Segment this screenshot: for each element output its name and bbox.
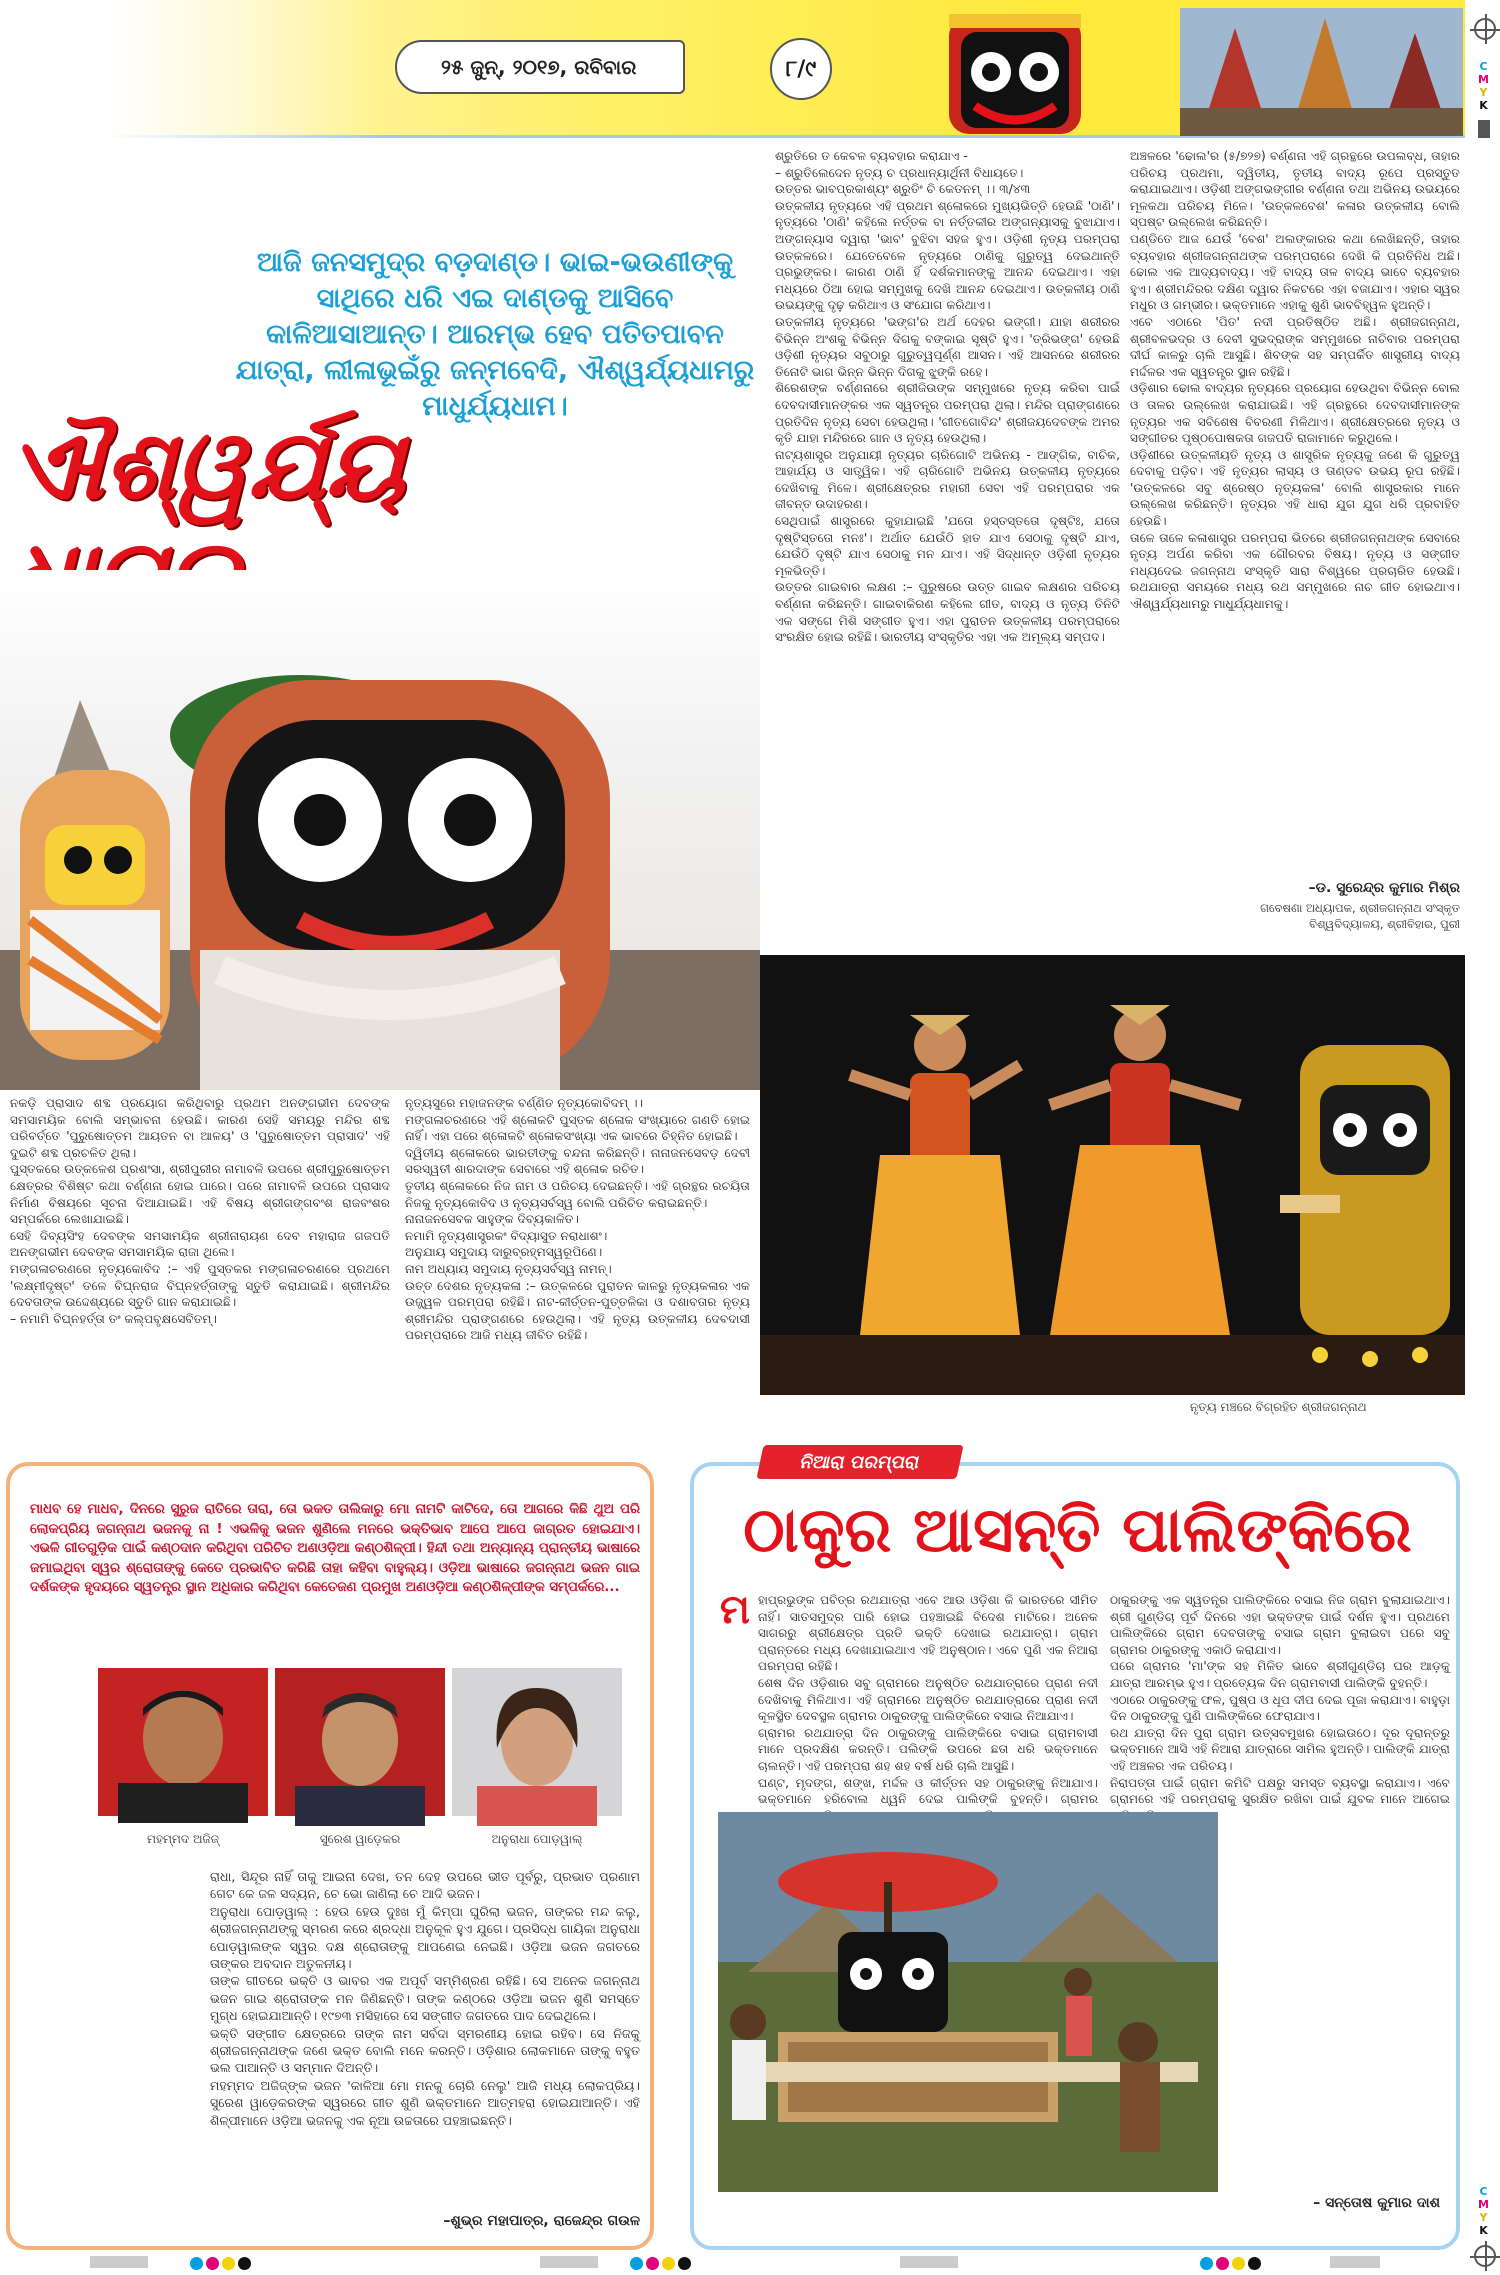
print-colorbar-2 bbox=[540, 2256, 598, 2268]
tradition-column-right-lower bbox=[1228, 1812, 1448, 2192]
deities-photo bbox=[0, 570, 760, 1090]
registration-mark-bottom-icon bbox=[1474, 2245, 1496, 2267]
print-colorbar-1 bbox=[90, 2256, 148, 2268]
singers-article-body: ରାଧା, ସିନ୍ଦୂର ନାହିଁ ତାକୁ ଆଇନା ଦେଖ, ତନ ଦେହ ଉପରେ ଭୀତ ପୂର୍ବରୁ, ପ୍ରଭାତ ପ୍ରଣାମ ଗେଟ କେ ଜଳ ସଦ୍ୟନ, ଚେ ଭୋ ଜାଣିଲା ଚେ ଆଦି ଭଜନ। ଅନୁରାଧା ପୋଡ଼ୱାଲ୍ : ହେଉ ହେଉ ଦୁଃଖ ମୁଁ କିମ୍ପା ଘୁରିଲା ଭଜନ, ତାଙ୍କର ମନ୍ଦ କଲୁ, ଶ୍ରୀଜଗନ୍ନାଥଙ୍କୁ ସ୍ମରଣ କରେ ଶ୍ରଦ୍ଧା ଅନୁକୂଳ ହୁଏ ଯୁଗେ। ପ୍ରସିଦ୍ଧ ଗାୟିକା ଅନୁରାଧା ପୋଡ଼ୱାଲଙ୍କ ସ୍ୱର ଦକ୍ଷ ଶ୍ରୋତାଙ୍କୁ ଆପଣେଇ ନେଇଛି। ଓଡ଼ିଆ ଭଜନ ଜଗତରେ ତାଙ୍କର ଅବଦାନ ଅତୁଳନୀୟ। ତାଙ୍କ ଗୀତରେ ଭକ୍ତି ଓ ଭାବର ଏକ ଅପୂର୍ବ ସମ୍ମିଶ୍ରଣ ରହିଛି। ସେ ଅନେକ ଜଗନ୍ନାଥ ଭଜନ ଗାଇ ଶ୍ରୋତାଙ୍କ ମନ ଜିଣିଛନ୍ତି। ତାଙ୍କ କଣ୍ଠରେ ଓଡ଼ିଆ ଭଜନ ଶୁଣି ସମସ୍ତେ ମୁଗ୍ଧ ହୋଇଯାଆନ୍ତି। ୧୯୭୩ ମସିହାରେ ସେ ସଙ୍ଗୀତ ଜଗତରେ ପାଦ ଦେଇଥିଲେ। ଭକ୍ତି ସଙ୍ଗୀତ କ୍ଷେତ୍ରରେ ତାଙ୍କ ନାମ ସର୍ବଦା ସ୍ମରଣୀୟ ହୋଇ ରହିବ। ସେ ନିଜକୁ ଶ୍ରୀଜଗନ୍ନାଥଙ୍କ ଜଣେ ଭକ୍ତ ବୋଲି ମନେ କରନ୍ତି। ଓଡ଼ିଶାର ଲୋକମାନେ ତାଙ୍କୁ ବହୁତ ଭଲ ପାଆନ୍ତି ଓ ସମ୍ମାନ ଦିଅନ୍ତି। ମହମ୍ମଦ ଅଜିଜ୍ଙ୍କ ଭଜନ 'କାଳିଆ ମୋ ମନକୁ ଚୋରି ନେଲୁ' ଆଜି ମଧ୍ୟ ଲୋକପ୍ରିୟ। ସୁରେଶ ୱାଡ଼େକରଙ୍କ ସ୍ୱରରେ ଗୀତ ଶୁଣି ଭକ୍ତମାନେ ଆତ୍ମହରା ହୋଇଯାଆନ୍ତି। ଏହି ଶିଳ୍ପୀମାନେ ଓଡ଼ିଆ ଭଜନକୁ ଏକ ନୂଆ ଉଚ୍ଚତାରେ ପହଞ୍ଚାଇଛନ୍ତି। bbox=[210, 1869, 640, 2128]
tradition-headline: ଠାକୁର ଆସନ୍ତି ପାଲିଙ୍କିରେ bbox=[743, 1493, 1412, 1566]
tradition-byline: – ସନ୍ତୋଷ କୁମାର ଦାଶ bbox=[1313, 2195, 1440, 2211]
header-left-fade bbox=[100, 0, 380, 138]
portrait-anuradha-paudwal bbox=[452, 1668, 622, 1816]
print-cmyk-dots-1 bbox=[190, 2255, 254, 2274]
feature-intro-deck: ଆଜି ଜନସମୁଦ୍ର ବଡ଼ଦାଣ୍ଡ। ଭାଇ-ଭଉଣୀଙ୍କୁ ସାଥିରେ ଧରି ଏଇ ଦାଣ୍ଡକୁ ଆସିବେ କାଳିଆସାଆନ୍ତ। ଆରମ୍ଭ ହେବ ପତିତପାବନ ଯାତ୍ରା, ଲୀଳାଭୂଇଁରୁ ଜନ୍ମବେଦି, ଐଶ୍ୱର୍ଯ୍ୟଧାମରୁ ମାଧୁର୍ଯ୍ୟଧାମ। bbox=[235, 247, 755, 422]
rath-yatra-photo bbox=[1180, 8, 1463, 136]
tradition-column-left: ହାପ୍ରଭୁଙ୍କ ପବିତ୍ର ରଥଯାତ୍ରା ଏବେ ଆଉ ଓଡ଼ିଶା କି ଭାରତରେ ସୀମିତ ନାହିଁ। ସାତସମୁଦ୍ର ପାରି ହୋଇ ପହଞ୍ଚାଇଛି ବିଦେଶ ମାଟିରେ। ଅନେକ ସାଗରରୁ ଶ୍ରୀକ୍ଷେତ୍ର ପ୍ରତି ଭକ୍ତି ଦେଖାଇ ରଥଯାତ୍ରା। ଗ୍ରାମ ପ୍ରାନ୍ତରେ ମଧ୍ୟ ଦେଖାଯାଇଥାଏ ଏହି ଅନୁଷ୍ଠାନ। ଏବେ ପୁଣି ଏକ ନିଆରା ପରମ୍ପରା ରହିଛି। ଶେଷ ଦିନ ଓଡ଼ିଶାର ସବୁ ଗ୍ରାମରେ ଅନୁଷ୍ଠିତ ରଥଯାତ୍ରାରେ ପ୍ରାଣ ନଦୀ ଦେଖିବାକୁ ମିଳିଥାଏ। ଏହି ଗ୍ରାମରେ ଅନୁଷ୍ଠିତ ରଥଯାତ୍ରାରେ ପ୍ରାଣ ନଦୀ କୂଳସ୍ଥିତ ଦେବସ୍ଥଳ ଗ୍ରାମର ଠାକୁରଙ୍କୁ ପାଲିଙ୍କିରେ ବସାଇ ନିଆଯାଏ। ଗ୍ରାମର ରଥଯାତ୍ରା ଦିନ ଠାକୁରଙ୍କୁ ପାଲିଙ୍କିରେ ବସାଇ ଗ୍ରାମବାସୀ ମାନେ ପ୍ରଦକ୍ଷିଣ କରନ୍ତି। ପଲିଙ୍କି ଉପରେ ଛତା ଧରି ଭକ୍ତମାନେ ଚାଲନ୍ତି। ଏହି ପରମ୍ପରା ଶହ ଶହ ବର୍ଷ ଧରି ଚାଲି ଆସୁଛି। ଘଣ୍ଟ, ମୃଦଙ୍ଗ, ଶଙ୍ଖ, ମର୍ଦ୍ଦଳ ଓ କୀର୍ତ୍ତନ ସହ ଠାକୁରଙ୍କୁ ନିଆଯାଏ। ଭକ୍ତମାନେ ହରିବୋଲ ଧ୍ୱନି ଦେଇ ପାଲିଙ୍କି ବୁହନ୍ତି। ଗ୍ରାମର bbox=[758, 1593, 1098, 1807]
side-mark-top bbox=[1478, 120, 1490, 138]
tradition-section-tag: ନିଆରା ପରମ୍ପରା bbox=[756, 1445, 963, 1479]
portrait-suresh-wadkar bbox=[275, 1668, 445, 1816]
palanquin-procession-photo bbox=[718, 1812, 1218, 2192]
article-column-top-1: ଶ୍ରୁତିରେ ତ କେବଳ ବ୍ୟବହାର କରାଯାଏ - – ଶ୍ରୁତିଲେଦେନ ନୃତ୍ୟ ଚ ପ୍ରଧାନ୍ୟାର୍ଥିନୀ ବିଧାୟତେ। ଉତ୍ତର ଭାବପ୍ରକାଶ୍ୟଂ ଶ୍ରୁତିଂ ଚି କେତନମ୍ ।। ୩/୪୩ ଉତ୍କଳୀୟ ନୃତ୍ୟରେ ଏହି ପ୍ରଥମ ଶ୍ଳୋକରେ ମୁଖ୍ୟଭିତ୍ତି ହେଉଛି 'ଠାଣି'। ନୃତ୍ୟରେ 'ଠାଣି' କହିଲେ ନର୍ତ୍ତକ ବା ନର୍ତ୍ତକୀର ଅଙ୍ଗନ୍ୟାସକୁ ବୁଝାଯାଏ। ଅଙ୍ଗନ୍ୟାସ ଦ୍ୱାରା 'ଭାବ' ବୁଝିବା ସହଜ ହୁଏ। ଓଡ଼ିଶୀ ନୃତ୍ୟ ପରମ୍ପରା ଉତ୍କଳରେ। ଯେତେବେଳେ ନୃତ୍ୟରେ ଠାଣିକୁ ଗୁରୁତ୍ୱ ଦେଇଥାନ୍ତି ପ୍ରଭୁଙ୍କର। କାରଣ ଠାଣି ହିଁ ଦର୍ଶକମାନଙ୍କୁ ଆନନ୍ଦ ଦେଇଥାଏ। ଏହା ମଧ୍ୟରେ ଠିଆ ହୋଇ ସମ୍ମୁଖକୁ ଦେଖି ଆନନ୍ଦ ଦେଇଥାଏ। ଉତ୍କଳୀୟ ଠାଣି ଉଭୟଙ୍କୁ ଦୃଢ଼ କରିଥାଏ ଓ ସଂଯୋଗ କରିଥାଏ। ଉତ୍କଳୀୟ ନୃତ୍ୟରେ 'ଭଙ୍ଗ'ର ଅର୍ଥ ଦେହର ଭଙ୍ଗୀ। ଯାହା ଶରୀରର ବିଭିନ୍ନ ଅଂଶକୁ ବିଭିନ୍ନ ଦିଗକୁ ବଙ୍କାଇ ସୃଷ୍ଟି ହୁଏ। 'ତ୍ରିଭଙ୍ଗ' ହେଉଛି ଓଡ଼ିଶୀ ନୃତ୍ୟର ସବୁଠାରୁ ଗୁରୁତ୍ୱପୂର୍ଣ୍ଣ ଆସନ। ଏହି ଆସନରେ ଶରୀରର ତିନୋଟି ଭାଗ ଭିନ୍ନ ଭିନ୍ନ ଦିଗକୁ ଝୁଙ୍କି ରହେ। ଶିରେଶଙ୍କ ବର୍ଣ୍ଣନାରେ ଶ୍ରୀଜିଉଙ୍କ ସମ୍ମୁଖରେ ନୃତ୍ୟ କରିବା ପାଇଁ ଦେବଦାସୀମାନଙ୍କର ଏକ ସ୍ୱତନ୍ତ୍ର ପରମ୍ପରା ଥିଲା। ମନ୍ଦିର ପ୍ରାଙ୍ଗଣରେ ପ୍ରତିଦିନ ନୃତ୍ୟ ସେବା ହେଉଥିଲା। 'ଗୀତଗୋବିନ୍ଦ' ଶ୍ରୀଜୟଦେବଙ୍କ ଅମର କୃତି ଯାହା ମନ୍ଦିରରେ ଗାନ ଓ ନୃତ୍ୟ ହେଉଥିଲା। ନାଟ୍ୟଶାସ୍ତ୍ର ଅନୁଯାୟୀ ନୃତ୍ୟର ଚାରିଗୋଟି ଅଭିନୟ - ଆଙ୍ଗିକ, ବାଚିକ, ଆହାର୍ଯ୍ୟ ଓ ସାତ୍ତ୍ୱିକ। ଏହି ଚାରିଗୋଟି ଅଭିନୟ ଉତ୍କଳୀୟ ନୃତ୍ୟରେ ଦେଖିବାକୁ ମିଳେ। ଶ୍ରୀକ୍ଷେତ୍ରର ମହାରୀ ସେବା ଏହି ପରମ୍ପରାର ଏକ ଜୀବନ୍ତ ଉଦାହରଣ। ସେଥିପାଇଁ ଶାସ୍ତ୍ରରେ କୁହାଯାଇଛି 'ଯତୋ ହସ୍ତସ୍ତତୋ ଦୃଷ୍ଟିଃ, ଯତୋ ଦୃଷ୍ଟିସ୍ତତୋ ମନଃ'। ଅର୍ଥାତ ଯେଉଁଠି ହାତ ଯାଏ ସେଠାକୁ ଦୃଷ୍ଟି ଯାଏ, ଯେଉଁଠି ଦୃଷ୍ଟି ଯାଏ ସେଠାକୁ ମନ ଯାଏ। ଏହି ସିଦ୍ଧାନ୍ତ ଓଡ଼ିଶୀ ନୃତ୍ୟର ମୂଳଭିତ୍ତି। ଉତ୍ତର ଗାଇବାର ଲକ୍ଷଣ :– ପୁରୁଷରେ ଉତ୍ତ ଗାଇବ ଲକ୍ଷଣର ପରିଚୟ ବର୍ଣ୍ଣନା କରିଛନ୍ତି। ଗାଇବାକିରଣ କହିଲେ ଗୀତ, ବାଦ୍ୟ ଓ ନୃତ୍ୟ ତିନିଟି ଏକ ସଙ୍ଗେ ମିଶି ସଙ୍ଗୀତ ହୁଏ। ଏହା ପୁରାତନ ଉତ୍କଳୀୟ ପରମ୍ପରାରେ ସଂରକ୍ଷିତ ହୋଇ ରହିଛି। ଭାରତୀୟ ସଂସ୍କୃତିର ଏହା ଏକ ଅମୂଲ୍ୟ ସମ୍ପଦ। bbox=[775, 149, 1120, 645]
tradition-drop-cap: ମ bbox=[720, 1587, 750, 1633]
article-column-bottom-1: ନକଡ଼ି ପ୍ରାସାଦ ଶବ୍ଦ ପ୍ରୟୋଗ କରିଥିବାରୁ ପ୍ରଥମ ଅନଙ୍ଗଭୀମ ଦେବଙ୍କ ସମସାମୟିକ ବୋଲି ସମ୍ଭାବନା ହେଉଛି। କାରଣ ସେହି ସମୟରୁ ମନ୍ଦିର ଶବ୍ଦ ପରିବର୍ତ୍ତେ 'ପୁରୁଷୋତ୍ତମ ଆୟତନ ବା ଆଳୟ' ଓ 'ପୁରୁଷୋତ୍ତମ ପ୍ରାସାଦ' ଏହି ଦୁଇଟି ଶବ୍ଦ ପ୍ରଚଳିତ ଥିଲା। ପୁସ୍ତକରେ ଉତ୍କଳେଶ ପ୍ରଶଂସା, ଶ୍ରୀପୁରୀର ନାମାବଳି ଉପରେ ଶ୍ରୀପୁରୁଷୋତ୍ତମ କ୍ଷେତ୍ରର ବିଶିଷ୍ଟ କଥା ବର୍ଣ୍ଣନା ହୋଇ ପାରେ। ପରେ ନାମାବଳି ଉପରେ ପ୍ରାସାଦ ନିର୍ମାଣ ବିଷୟରେ ସୂଚନା ଦିଆଯାଇଛି। ଏହି ବିଷୟ ଶ୍ରୀଗଙ୍ଗବଂଶ ରାଜବଂଶର ସମ୍ପର୍କରେ ଲେଖାଯାଇଛି। ସେହି ଦିବ୍ୟସିଂହ ଦେବଙ୍କ ସମସାମୟିକ ଶ୍ରୀନାରାୟଣ ଦେବ ମହାରାଜ ଗଜପତି ଅନଙ୍ଗଭୀମ ଦେବଙ୍କ ସମସାମୟିକ ରାଜା ଥିଲେ। ମଙ୍ଗଳାଚରଣରେ ନୃତ୍ୟକୋବିଦ :– ଏହି ପୁସ୍ତକର ମଙ୍ଗଳାଚରଣରେ ପ୍ରଥମେ 'ଲକ୍ଷ୍ମୀଦୃଷ୍ଟ' ତଳେ ବିଘ୍ନରାଜ ବିଘ୍ନହର୍ତ୍ତାଙ୍କୁ ସ୍ତୁତି କରାଯାଇଛି। ଶ୍ରୀମନ୍ଦିର ଦେବତାଙ୍କ ଉଦ୍ଦେଶ୍ୟରେ ସ୍ତୁତି ଗାନ କରାଯାଇଛି। – ନମାମି ବିଘ୍ନହର୍ତ୍ତା ତଂ କଲ୍ପବୃକ୍ଷସେବିତମ୍। bbox=[10, 1096, 390, 1326]
article-byline-affiliation: ଗବେଷଣା ଅଧ୍ୟାପକ, ଶ୍ରୀଜଗନ୍ନାଥ ସଂସ୍କୃତ ବିଶ୍ୱବିଦ୍ୟାଳୟ, ଶ୍ରୀବିହାର, ପୁରୀ bbox=[1260, 901, 1460, 931]
print-cmyk-dots-3 bbox=[1200, 2255, 1264, 2274]
page-number: ୮/୯ bbox=[770, 38, 832, 100]
tradition-column-right: ଠାକୁରଙ୍କୁ ଏକ ସ୍ୱତନ୍ତ୍ର ପାଲିଙ୍କିରେ ବସାଇ ନିଜ ଗ୍ରାମ ବୁଲାଯାଇଥାଏ। ଶ୍ରୀ ଗୁଣ୍ଡିଚା ପୂର୍ବ ଦିନରେ ଏହା ଭକ୍ତଙ୍କ ପାଇଁ ଦର୍ଶନ ହୁଏ। ପ୍ରଥମେ ପାଲିଙ୍କିରେ ଗ୍ରାମ ଦେବତାଙ୍କୁ ବସାଇ ଗ୍ରାମ ବୁଲାଇବା ପରେ ସବୁ ଗ୍ରାମର ଠାକୁରଙ୍କୁ ଏକାଠି କରାଯାଏ। ପରେ ଗ୍ରାମର 'ମା'ଙ୍କ ସହ ମିଳିତ ଭାବେ ଶ୍ରୀଗୁଣ୍ଡିଚା ଘର ଆଡ଼କୁ ଯାତ୍ରା ଆରମ୍ଭ ହୁଏ। ପ୍ରତ୍ୟେକ ଦିନ ଗ୍ରାମବାସୀ ପାଲିଙ୍କି ବୁହନ୍ତି। ଏଠାରେ ଠାକୁରଙ୍କୁ ଫଳ, ପୁଷ୍ପ ଓ ଧୂପ ଦୀପ ଦେଇ ପୂଜା କରାଯାଏ। ବାହୁଡ଼ା ଦିନ ଠାକୁରଙ୍କୁ ପୁଣି ପାଲିଙ୍କିରେ ଫେରାଯାଏ। ରଥ ଯାତ୍ରା ଦିନ ପୁରା ଗ୍ରାମ ଉତ୍ସବମୁଖର ହୋଇଉଠେ। ଦୂର ଦୂରାନ୍ତରୁ ଭକ୍ତମାନେ ଆସି ଏହି ନିଆରା ଯାତ୍ରାରେ ସାମିଲ ହୁଅନ୍ତି। ପାଲିଙ୍କି ଯାତ୍ରା ଏହି ଅଞ୍ଚଳର ଏକ ପରିଚୟ। ନିରାପତ୍ତା ପାଇଁ ଗ୍ରାମ କମିଟି ପକ୍ଷରୁ ସମସ୍ତ ବ୍ୟବସ୍ଥା କରାଯାଏ। ଏବେ ଗ୍ରାମରେ ଏହି ପରମ୍ପରାକୁ ସୁରକ୍ଷିତ ରଖିବା ପାଇଁ ଯୁବକ ମାନେ ଆଗେଇ bbox=[1110, 1593, 1450, 1807]
article-byline: –ଡ. ସୁରେନ୍ଦ୍ର କୁମାର ମିଶ୍ର bbox=[1308, 880, 1460, 896]
print-colorbar-3 bbox=[900, 2256, 958, 2268]
portrait-caption-3: ଅନୁରାଧା ପୋଡ଼ୱାଲ୍ bbox=[491, 1832, 583, 1846]
print-cmyk-dots-2 bbox=[630, 2255, 694, 2274]
portrait-mohammed-aziz bbox=[98, 1668, 268, 1816]
article-column-top-2: ଅଞ୍ଚଳରେ 'ଢୋଲ'ର (୫/୭୨୭) ବର୍ଣ୍ଣନା ଏହି ଗ୍ରନ୍ଥରେ ଉପଲବ୍ଧ, ତାହାର ପରିଚୟ ପ୍ରଥମା, ଦ୍ୱିତୀୟ, ତୃତୀୟ ବାଦ୍ୟ ରୂପେ ପ୍ରସ୍ତୁତ କରାଯାଇଥାଏ। ଓଡ଼ିଶୀ ଅଙ୍ଗଭଙ୍ଗୀର ବର୍ଣ୍ଣନା ତଥା ଅଭିନୟ ଉଭୟରେ ମୂଳକଥା ପରିଚୟ ମିଳେ। 'ଉତ୍କଳବେଶ' କଳାର ଉତ୍କଳୀୟ ବୋଲି ସ୍ପଷ୍ଟ ଉଲ୍ଲେଖ କରିଛନ୍ତି। ପଣ୍ଡିତେ ଆଜ ଯେଉଁ 'ବେଶ' ଅଲଙ୍କାରର କଥା ଲେଖିଛନ୍ତି, ତାହାର ବ୍ୟବହାର ଶ୍ରୀଜଗନ୍ନାଥଙ୍କ ପରମ୍ପରାରେ ଦେଖି କି ପ୍ରତିନିଧ ଅଛି। ଢୋଲ ଏକ ଆଦ୍ୟବାଦ୍ୟ। ଏହି ବାଦ୍ୟ ତାଳ ବାଦ୍ୟ ଭାବେ ବ୍ୟବହାର ହୁଏ। ଶ୍ରୀମନ୍ଦିରର ଦକ୍ଷିଣ ଦ୍ୱାର ନିକଟରେ ଏହା ବଜାଯାଏ। ଏହାର ସ୍ୱର ମଧୁର ଓ ଗମ୍ଭୀର। ଭକ୍ତମାନେ ଏହାକୁ ଶୁଣି ଭାବବିହ୍ୱଳ ହୁଅନ୍ତି। ଏବେ ଏଠାରେ 'ପିତ' ନଦୀ ପ୍ରତିଷ୍ଠିତ ଅଛି। ଶ୍ରୀଜଗନ୍ନାଥ, ଶ୍ରୀବଳଭଦ୍ର ଓ ଦେବୀ ସୁଭଦ୍ରାଙ୍କ ସମ୍ମୁଖରେ ନାଚିବାର ପରମ୍ପରା ଦୀର୍ଘ କାଳରୁ ଚାଲି ଆସୁଛି। ଶିବଙ୍କ ସହ ସମ୍ପର୍କିତ ଶାସ୍ତ୍ରୀୟ ବାଦ୍ୟ ମର୍ଦ୍ଦଳର ଏକ ସ୍ୱତନ୍ତ୍ର ସ୍ଥାନ ରହିଛି। ଓଡ଼ିଶାର ଢୋଲ ବାଦ୍ୟର ନୃତ୍ୟରେ ପ୍ରୟୋଗ ହେଉଥିବା ବିଭିନ୍ନ ବୋଲ ଓ ତାଳର ଉଲ୍ଲେଖ କରାଯାଇଛି। ଏହି ଗ୍ରନ୍ଥରେ ଦେବଦାସୀମାନଙ୍କ ନୃତ୍ୟର ଏକ ସବିଶେଷ ବିବରଣୀ ମିଳିଥାଏ। ଶ୍ରୀକ୍ଷେତ୍ରରେ ନୃତ୍ୟ ଓ ସଙ୍ଗୀତର ପୃଷ୍ଠପୋଷକତା ଗଜପତି ରାଜାମାନେ କରୁଥିଲେ। ଓଡ଼ିଶୀରେ ଉତ୍କଳୀୟତି ନୃତ୍ୟ ଓ ଶାସ୍ତ୍ରିକ ନୃତ୍ୟକୁ ଜଣେ କି ଗୁରୁତ୍ୱ ଦେବାକୁ ପଡ଼ିବ। ଏହି ନୃତ୍ୟର ଲାସ୍ୟ ଓ ତାଣ୍ଡବ ଉଭୟ ରୂପ ରହିଛି। 'ଉତ୍କଳରେ ସବୁ ଶ୍ରେଷ୍ଠ ନୃତ୍ୟକଳା' ବୋଲି ଶାସ୍ତ୍ରକାର ମାନେ ଉଲ୍ଲେଖ କରିଛନ୍ତି। ନୃତ୍ୟର ଏହି ଧାରା ଯୁଗ ଯୁଗ ଧରି ପ୍ରବାହିତ ହେଉଛି। ତାଳେ ତାଳେ କଳାଶାସ୍ତ୍ର ପରମ୍ପରା ଭିତରେ ଶ୍ରୀଜଗନ୍ନାଥଙ୍କ ସେବାରେ ନୃତ୍ୟ ଅର୍ପଣ କରିବା ଏକ ଗୌରବର ବିଷୟ। ନୃତ୍ୟ ଓ ସଙ୍ଗୀତ ମଧ୍ୟଦେଇ ଜଗନ୍ନାଥ ସଂସ୍କୃତି ସାରା ବିଶ୍ୱରେ ପ୍ରଚାରିତ ହେଉଛି। ରଥଯାତ୍ରା ସମୟରେ ମଧ୍ୟ ରଥ ସମ୍ମୁଖରେ ନାଚ ଗୀତ ହୋଇଥାଏ। ଐଶ୍ୱର୍ଯ୍ୟଧାମରୁ ମାଧୁର୍ଯ୍ୟଧାମକୁ। bbox=[1130, 149, 1460, 612]
date-label: ୨୫ ଜୁନ୍, ୨୦୧୭, ରବିବାର bbox=[395, 40, 685, 94]
singers-byline: –ଶୁଭ୍ର ମହାପାତ୍ର, ରାଜେନ୍ଦ୍ର ଗଉଳ bbox=[443, 2213, 640, 2229]
main-headline: ଐଶ୍ୱର୍ଯ୍ୟ bbox=[8, 408, 405, 521]
singers-intro: ମାଧବ ହେ ମାଧବ, ଦିନରେ ସୁରୁଜ ରାତିରେ ତାରା, ତୋ ଭକତ ତାଲିକାରୁ ମୋ ନାମଟି କାଟିଦେ, ତୋ ଆଗରେ କିଛି ଥୁଅ ପରି ଲୋକପ୍ରିୟ ଜଗନ୍ନାଥ ଭଜନକୁ ନା ! ଏଭଳିକୁ ଭଜନ ଶୁଣିଲେ ମନରେ ଭକ୍ତିଭାବ ଆପେ ଆପେ ଜାଗ୍ରତ ହୋଇଯାଏ। ଏଭଳି ଗୀତଗୁଡ଼ିକ ପାଇଁ କଣ୍ଠଦାନ କରିଥିବା ପରିଚିତ ଅଣଓଡ଼ିଆ କଣ୍ଠଶିଳ୍ପୀ। ହିନ୍ଦୀ ତଥା ଅନ୍ୟାନ୍ୟ ପ୍ରାନ୍ତୀୟ ଭାଷାରେ ଜମାଇଥିବା ସ୍ୱର ଶ୍ରୋତାଙ୍କୁ କେତେ ପ୍ରଭାବିତ କରିଛି ତାହା କହିବା ବାହୁଲ୍ୟ। ଓଡ଼ିଆ ଭାଷାରେ ଜଗନ୍ନାଥ ଭଜନ ଗାଇ ଦର୍ଶକଙ୍କ ହୃଦୟରେ ସ୍ୱତନ୍ତ୍ର ସ୍ଥାନ ଅଧିକାର କରିଥିବା କେତେଜଣ ପ୍ରମୁଖ ଅଣଓଡ଼ିଆ କଣ୍ଠଶିଳ୍ପୀଙ୍କ ସମ୍ପର୍କରେ... bbox=[30, 1502, 640, 1596]
portrait-caption-1: ମହମ୍ମଦ ଅଜିଜ୍ bbox=[146, 1832, 220, 1846]
cmyk-label-bottom: C M Y K bbox=[1478, 2185, 1489, 2237]
registration-mark-icon bbox=[1474, 18, 1496, 40]
article-column-bottom-2: ନୃତ୍ୟସୁରେ ମହାଜନଙ୍କ ବର୍ଣ୍ଣିତ ନୃତ୍ୟକୋବିଦମ୍ ।। ମଙ୍ଗଳାଚରଣରେ ଏହି ଶ୍ଳୋକଟି ପୁସ୍ତକ ଶ୍ଳୋକ ସଂଖ୍ୟାରେ ଗଣତି ହୋଇ ନାହିଁ। ଏହା ପରେ ଶ୍ଳୋକଟି ଶ୍ଳୋକସଂଖ୍ୟା ଏକ ଭାବରେ ଚିହ୍ନିତ ହୋଇଛି। ଦ୍ୱିତୀୟ ଶ୍ଳୋକରେ ଭାରତୀଙ୍କୁ ବନ୍ଦନା କରିଛନ୍ତି। ନାନାଜନସେବଡ଼ ଦେବୀ ସରସ୍ୱତୀ ଶାରଦାଙ୍କ ସେବାରେ ଏହି ଶ୍ଳୋକ ରଚିତ। ତୃତୀୟ ଶ୍ଳୋକରେ ନିଜ ନାମ ଓ ପରିଚୟ ଦେଇଛନ୍ତି। ଏହି ଗ୍ରନ୍ଥର ରଚୟିତା ନିଜକୁ ନୃତ୍ୟକୋବିଦ ଓ ନୃତ୍ୟସର୍ବସ୍ୱ ବୋଲି ପରିଚିତ କରାଇଛନ୍ତି। ନାନାଜନସେବକ ସାହୁଙ୍କ ଦିବ୍ୟକାଳିତ। ନମାମି ନୃତ୍ୟଶାସ୍ତ୍ରକଂ ବିଦ୍ୟାସୁତ ନରାଧାଶଂ। ଅନୁଯାୟ ସମୁଦାୟ ଦାରୁବ୍ରହ୍ମସ୍ୱରୂପିଣେ। ନାମ ଅଧ୍ୟାୟ ସମୁଦାୟ ନୃତ୍ୟସର୍ବସ୍ୱ ନାମନ୍। ଉତ୍ତ ଦେଶର ନୃତ୍ୟକଳା :– ଉତ୍କଳରେ ପୁରାତନ କାଳରୁ ନୃତ୍ୟକଳାର ଏକ ଉଜ୍ଜ୍ୱଳ ପରମ୍ପରା ରହିଛି। ନାଟ-କୀର୍ତ୍ତନ-ପୁତ୍ତଳିକା ଓ ଦଶାବତାର ନୃତ୍ୟ ଶ୍ରୀମନ୍ଦିର ପ୍ରାଙ୍ଗଣରେ ହେଉଥିଲା। ଏହି ନୃତ୍ୟ ଉତ୍କଳୀୟ ଦେବଦାସୀ ପରମ୍ପରାରେ ଆଜି ମଧ୍ୟ ଜୀବିତ ରହିଛି। bbox=[405, 1096, 750, 1343]
jagannath-face-icon bbox=[935, 10, 1095, 135]
odissi-dancers-photo bbox=[760, 955, 1465, 1395]
portrait-caption-2: ସୁରେଶ ୱାଡ଼େକର bbox=[319, 1832, 401, 1846]
dancers-photo-caption: ନୃତ୍ୟ ମଞ୍ଚରେ ବିଗ୍ରହିତ ଶ୍ରୀଜଗନ୍ନାଥ bbox=[1190, 1400, 1367, 1414]
cmyk-label-top: C M Y K bbox=[1478, 60, 1489, 112]
print-colorbar-4 bbox=[1330, 2256, 1380, 2268]
